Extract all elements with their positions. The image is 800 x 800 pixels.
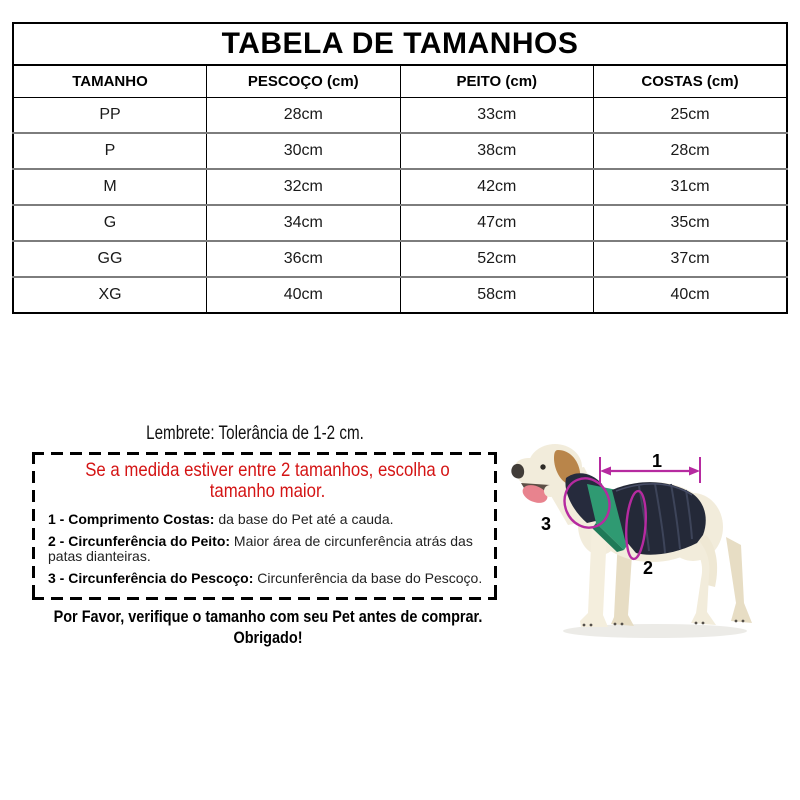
dog-photo <box>500 425 800 655</box>
dog-nose <box>511 464 524 479</box>
measuring-instructions-box <box>32 452 497 600</box>
cell-neck: 32cm <box>207 169 401 205</box>
size-warning-line2: tamanho maior. <box>209 480 326 503</box>
table-row <box>13 133 787 169</box>
footer-line1: Por Favor, verifique o tamanho com seu Pet antes de comprar. <box>53 607 483 626</box>
table-row <box>13 169 787 205</box>
chest-measure-label: 2 <box>642 558 654 578</box>
back-measure-arrow <box>600 457 700 485</box>
page-title: TABELA DE TAMANHOS <box>13 23 787 65</box>
table-row <box>13 277 787 313</box>
dog-chin <box>544 485 556 497</box>
cell-size: M <box>13 169 207 205</box>
cell-chest: 33cm <box>400 98 594 134</box>
cell-back: 31cm <box>594 169 788 205</box>
list-item-label: 1 - Comprimento Costas: <box>48 510 215 527</box>
cell-chest: 58cm <box>400 277 594 313</box>
cell-back: 25cm <box>594 98 788 134</box>
list-item-text: da base do Pet até a cauda. <box>214 510 394 527</box>
cell-neck: 36cm <box>207 241 401 277</box>
list-item-text: Circunferência da base do Pescoço. <box>253 570 483 587</box>
cell-chest: 38cm <box>400 133 594 169</box>
table-row <box>13 205 787 241</box>
cell-back: 28cm <box>594 133 788 169</box>
list-item-label: 2 - Circunferência do Peito: <box>48 532 231 549</box>
size-table <box>12 22 788 314</box>
cell-size: P <box>13 133 207 169</box>
tolerance-reminder: Lembrete: Tolerância de 1-2 cm. <box>146 423 364 444</box>
footer-line2: Obrigado! <box>233 628 303 648</box>
cell-chest: 47cm <box>400 205 594 241</box>
size-table-title-row <box>13 23 787 65</box>
cell-chest: 42cm <box>400 169 594 205</box>
cell-neck: 30cm <box>207 133 401 169</box>
cell-neck: 40cm <box>207 277 401 313</box>
size-table-header-row <box>13 65 787 98</box>
back-measure-label: 1 <box>651 451 663 471</box>
list-item <box>48 512 487 527</box>
cell-chest: 52cm <box>400 241 594 277</box>
measure-list <box>48 512 487 586</box>
table-row <box>13 98 787 134</box>
list-item-text: Maior área de circunferência atrás das patas dianteiras. <box>48 532 473 565</box>
cell-size: XG <box>98 286 122 303</box>
cell-size: G <box>13 205 207 241</box>
cell-back: 40cm <box>594 277 788 313</box>
cell-neck: 28cm <box>207 98 401 134</box>
list-item <box>48 534 487 564</box>
column-header-chest: PEITO (cm) <box>400 65 594 98</box>
list-item <box>48 571 487 586</box>
size-warning-line1: Se a medida estiver entre 2 tamanhos, escolha o <box>85 459 450 481</box>
dog-eye <box>540 464 545 469</box>
cell-neck: 34cm <box>207 205 401 241</box>
column-header-back: COSTAS (cm) <box>594 65 788 98</box>
dog-far-hind-leg <box>726 537 752 623</box>
column-header-neck: PESCOÇO (cm) <box>207 65 401 98</box>
list-item-label: 3 - Circunferência do Pescoço: <box>48 570 254 587</box>
neck-measure-label: 3 <box>540 514 552 534</box>
cell-back: 35cm <box>594 205 788 241</box>
column-header-size: TAMANHO <box>13 65 207 98</box>
table-row <box>13 241 787 277</box>
dog-measurement-diagram <box>500 425 800 655</box>
cell-size: GG <box>13 241 207 277</box>
cell-size: PP <box>13 98 207 134</box>
footer-note <box>40 606 496 649</box>
cell-back: 37cm <box>594 241 788 277</box>
